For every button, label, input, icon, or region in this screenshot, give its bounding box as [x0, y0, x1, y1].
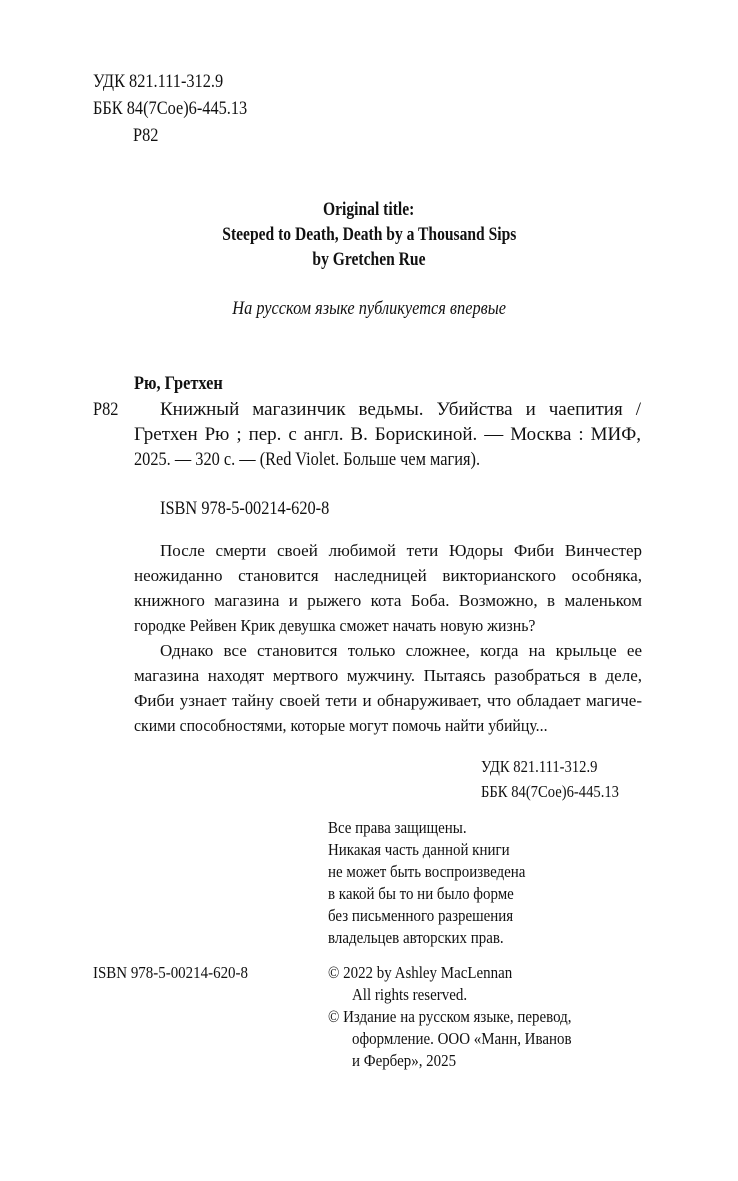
annotation-line: После смерти своей любимой тети Юдоры Фиби Винчестер [160, 541, 642, 560]
original-title: Steeped to Death, Death by a Thousand Sips [221, 224, 517, 245]
rights-line: в какой бы то ни было форме [328, 884, 514, 903]
rights-line: владельцев авторских прав. [328, 928, 504, 947]
bbk-code: ББК 84(7Сое)6-445.13 [93, 98, 248, 119]
rights-line: Все права защищены. [328, 818, 467, 837]
copyright-line: и Фербер», 2025 [352, 1051, 457, 1070]
catalog-author-heading: Рю, Гретхен [134, 373, 223, 394]
annotation-line: магазина находят мертвого мужчину. Пытаясь разобраться в деле, [134, 666, 642, 685]
annotation-line: Фиби узнает тайну своей тети и обнаруживает, что обладает магиче- [134, 691, 642, 710]
copyright-line: © 2022 by Ashley MacLennan [328, 963, 513, 982]
footer-bbk-code: ББК 84(7Сое)6-445.13 [481, 782, 619, 801]
catalog-mark: Р82 [93, 399, 119, 420]
original-title-heading: Original title: [323, 199, 415, 220]
annotation-line: скими способностями, которые могут помочь найти убийцу... [134, 716, 548, 735]
catalog-entry-line-2: Гретхен Рю ; пер. с англ. В. Борискиной. — Москва : МИФ, [134, 424, 641, 445]
rights-line: без письменного разрешения [328, 906, 514, 925]
footer-udk-code: УДК 821.111-312.9 [481, 757, 598, 776]
annotation-line: городке Рейвен Крик девушка сможет начать новую жизнь? [134, 616, 536, 635]
bottom-isbn: ISBN 978-5-00214-620-8 [93, 963, 249, 982]
first-publication-note: На русском языке публикуется впервые [232, 298, 506, 319]
copyright-line: оформление. ООО «Манн, Иванов [352, 1029, 572, 1048]
udk-code: УДК 821.111-312.9 [93, 71, 224, 92]
annotation-line: неожиданно становится наследницей викторианского особняка, [134, 566, 642, 585]
annotation-line: книжного магазина и рыжего кота Боба. Возможно, в маленьком [134, 591, 642, 610]
rights-line: не может быть воспроизведена [328, 862, 526, 881]
catalog-isbn: ISBN 978-5-00214-620-8 [160, 498, 330, 519]
annotation-line: Однако все становится только сложнее, когда на крыльце ее [160, 641, 642, 660]
original-author: by Gretchen Rue [312, 249, 426, 270]
catalog-entry-line-3: 2025. — 320 с. — (Red Violet. Больше чем магия). [134, 449, 481, 470]
copyright-line: All rights reserved. [352, 985, 468, 1004]
catalog-entry-line-1: Книжный магазинчик ведьмы. Убийства и чаепития / [160, 399, 641, 420]
rights-line: Никакая часть данной книги [328, 840, 510, 859]
author-mark: Р82 [133, 125, 159, 146]
copyright-line: © Издание на русском языке, перевод, [328, 1007, 572, 1026]
